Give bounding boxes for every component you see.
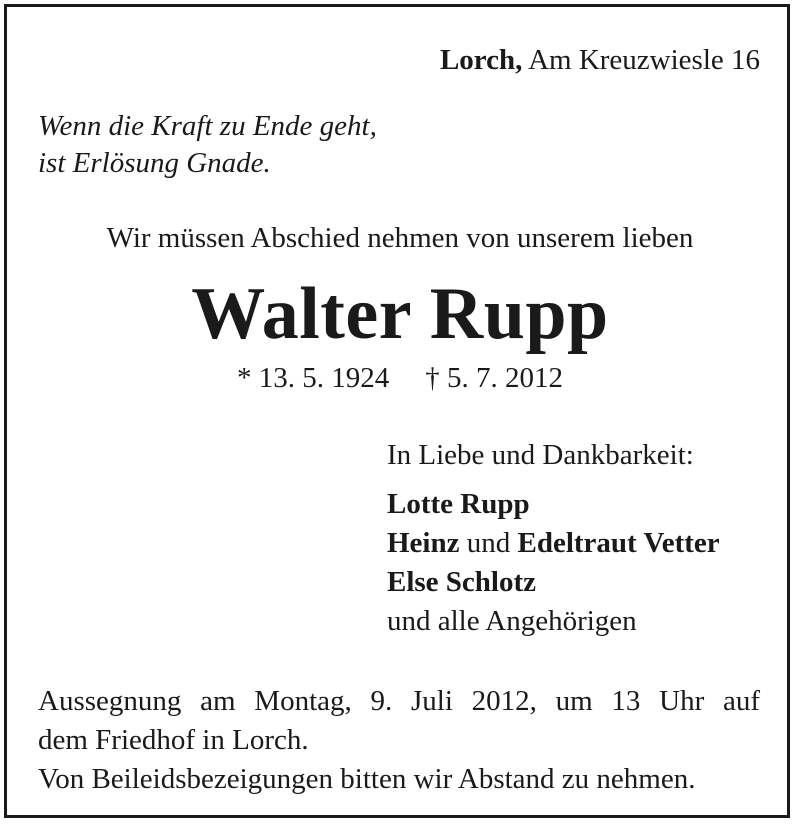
birth-date: * 13. 5. 1924: [237, 362, 390, 394]
mourners-heading: In Liebe und Dankbarkeit:: [387, 439, 694, 471]
mourner-2-conjunction: und: [466, 527, 511, 559]
intro-text: Wir müssen Abschied nehmen von unserem lieben: [106, 222, 694, 254]
mourners-closing: und alle Angehörigen: [387, 605, 637, 637]
mourners-block: [387, 436, 720, 641]
quote-line-1: Wenn die Kraft zu Ende geht,: [38, 110, 377, 142]
service-info: [38, 682, 760, 799]
life-dates: [0, 362, 800, 395]
mourner-2: [387, 524, 720, 563]
service-line-1: Aussegnung am Montag, 9. Juli 2012, um 13 Uhr auf: [38, 685, 760, 717]
address-town: Lorch,: [439, 44, 523, 76]
address: [440, 44, 760, 77]
address-street: Am Kreuzwiesle 16: [528, 44, 760, 76]
quote-line-2: ist Erlösung Gnade.: [38, 147, 271, 179]
quote: [38, 108, 377, 182]
mourner-1: Lotte Rupp: [387, 488, 530, 520]
condolence-note: Von Beileidsbezeigungen bitten wir Abstand zu nehmen.: [38, 763, 696, 795]
deceased-name: Walter Rupp: [191, 273, 609, 355]
mourner-3: Else Schlotz: [387, 566, 537, 598]
death-date: † 5. 7. 2012: [425, 362, 563, 394]
mourner-2-first: Heinz: [387, 527, 460, 559]
service-line-2: dem Friedhof in Lorch.: [38, 724, 309, 756]
mourner-2-second: Edeltraut Vetter: [517, 527, 720, 559]
